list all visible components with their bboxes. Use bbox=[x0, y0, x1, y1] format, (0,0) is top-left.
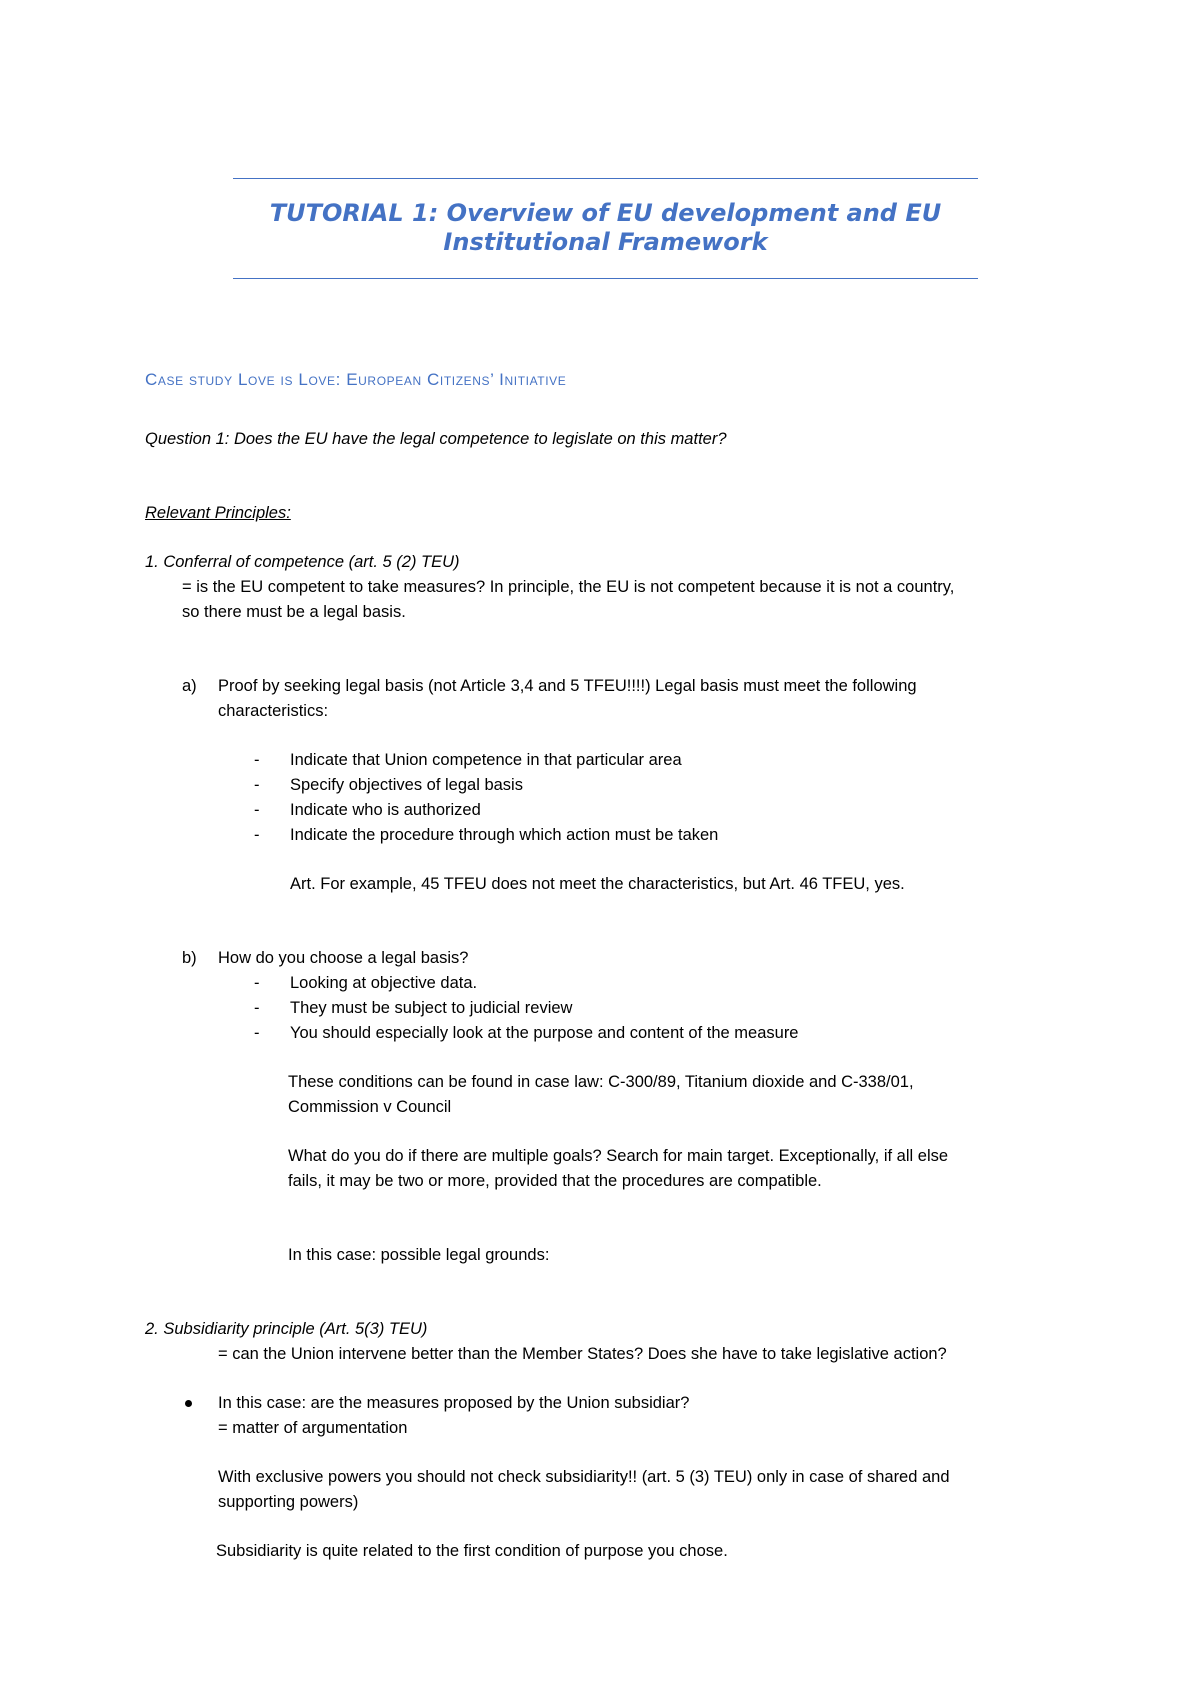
characteristic-item: Specify objectives of legal basis bbox=[290, 776, 523, 794]
characteristic-item: Indicate the procedure through which action must be taken bbox=[290, 826, 719, 844]
dash-marker: - bbox=[254, 801, 260, 819]
section-1-intro-line-1: = is the EU competent to take measures? In principle, the EU is not competent because it is not a country, bbox=[182, 578, 955, 596]
section-2-heading: 2. Subsidiarity principle (Art. 5(3) TEU) bbox=[145, 1320, 428, 1338]
item-a-line-1: Proof by seeking legal basis (not Article 3,4 and 5 TFEU!!!!) Legal basis must meet the following bbox=[218, 677, 917, 695]
legal-grounds-text: In this case: possible legal grounds: bbox=[288, 1246, 550, 1264]
question-1: Question 1: Does the EU have the legal competence to legislate on this matter? bbox=[145, 430, 727, 448]
exclusive-powers-line-2: supporting powers) bbox=[218, 1493, 359, 1511]
item-b-question: How do you choose a legal basis? bbox=[218, 949, 469, 967]
item-a-line-2: characteristics: bbox=[218, 702, 329, 720]
legal-basis-item: They must be subject to judicial review bbox=[290, 999, 573, 1017]
conditions-line-1: These conditions can be found in case law: C-300/89, Titanium dioxide and C-338/01, bbox=[288, 1073, 914, 1091]
dash-marker: - bbox=[254, 1024, 260, 1042]
subsidiarity-related-text: Subsidiarity is quite related to the first condition of purpose you chose. bbox=[216, 1542, 728, 1560]
example-text: Art. For example, 45 TFEU does not meet the characteristics, but Art. 46 TFEU, yes. bbox=[290, 875, 905, 893]
item-b-marker: b) bbox=[182, 949, 197, 967]
multiple-goals-line-2: fails, it may be two or more, provided that the procedures are compatible. bbox=[288, 1172, 822, 1190]
document-title bbox=[233, 199, 978, 257]
dash-marker: - bbox=[254, 826, 260, 844]
title-line-2: Institutional Framework bbox=[443, 228, 768, 256]
exclusive-powers-line-1: With exclusive powers you should not check subsidiarity!! (art. 5 (3) TEU) only in case of shared and bbox=[218, 1468, 950, 1486]
dash-marker: - bbox=[254, 776, 260, 794]
section-2-intro: = can the Union intervene better than the Member States? Does she have to take legislative action? bbox=[218, 1345, 947, 1363]
case-study-heading: Case study Love is Love: European Citizens’ Initiative bbox=[145, 370, 567, 389]
conditions-line-2: Commission v Council bbox=[288, 1098, 452, 1116]
bullet-line-2: = matter of argumentation bbox=[218, 1419, 408, 1437]
title-line-1: TUTORIAL 1: Overview of EU development and EU bbox=[269, 199, 942, 227]
bullet-icon bbox=[185, 1400, 192, 1407]
title-top-rule bbox=[233, 178, 978, 179]
dash-marker: - bbox=[254, 999, 260, 1017]
item-a-marker: a) bbox=[182, 677, 197, 695]
dash-marker: - bbox=[254, 974, 260, 992]
section-1-intro-line-2: so there must be a legal basis. bbox=[182, 603, 406, 621]
characteristic-item: Indicate who is authorized bbox=[290, 801, 481, 819]
bullet-line-1: In this case: are the measures proposed by the Union subsidiar? bbox=[218, 1394, 690, 1412]
multiple-goals-line-1: What do you do if there are multiple goals? Search for main target. Exceptionally, if all else bbox=[288, 1147, 949, 1165]
dash-marker: - bbox=[254, 751, 260, 769]
section-1-heading: 1. Conferral of competence (art. 5 (2) TEU) bbox=[145, 553, 460, 571]
title-bottom-rule bbox=[233, 278, 978, 279]
legal-basis-item: Looking at objective data. bbox=[290, 974, 478, 992]
characteristic-item: Indicate that Union competence in that particular area bbox=[290, 751, 682, 769]
legal-basis-item: You should especially look at the purpose and content of the measure bbox=[290, 1024, 799, 1042]
relevant-principles-label: Relevant Principles: bbox=[145, 504, 291, 522]
